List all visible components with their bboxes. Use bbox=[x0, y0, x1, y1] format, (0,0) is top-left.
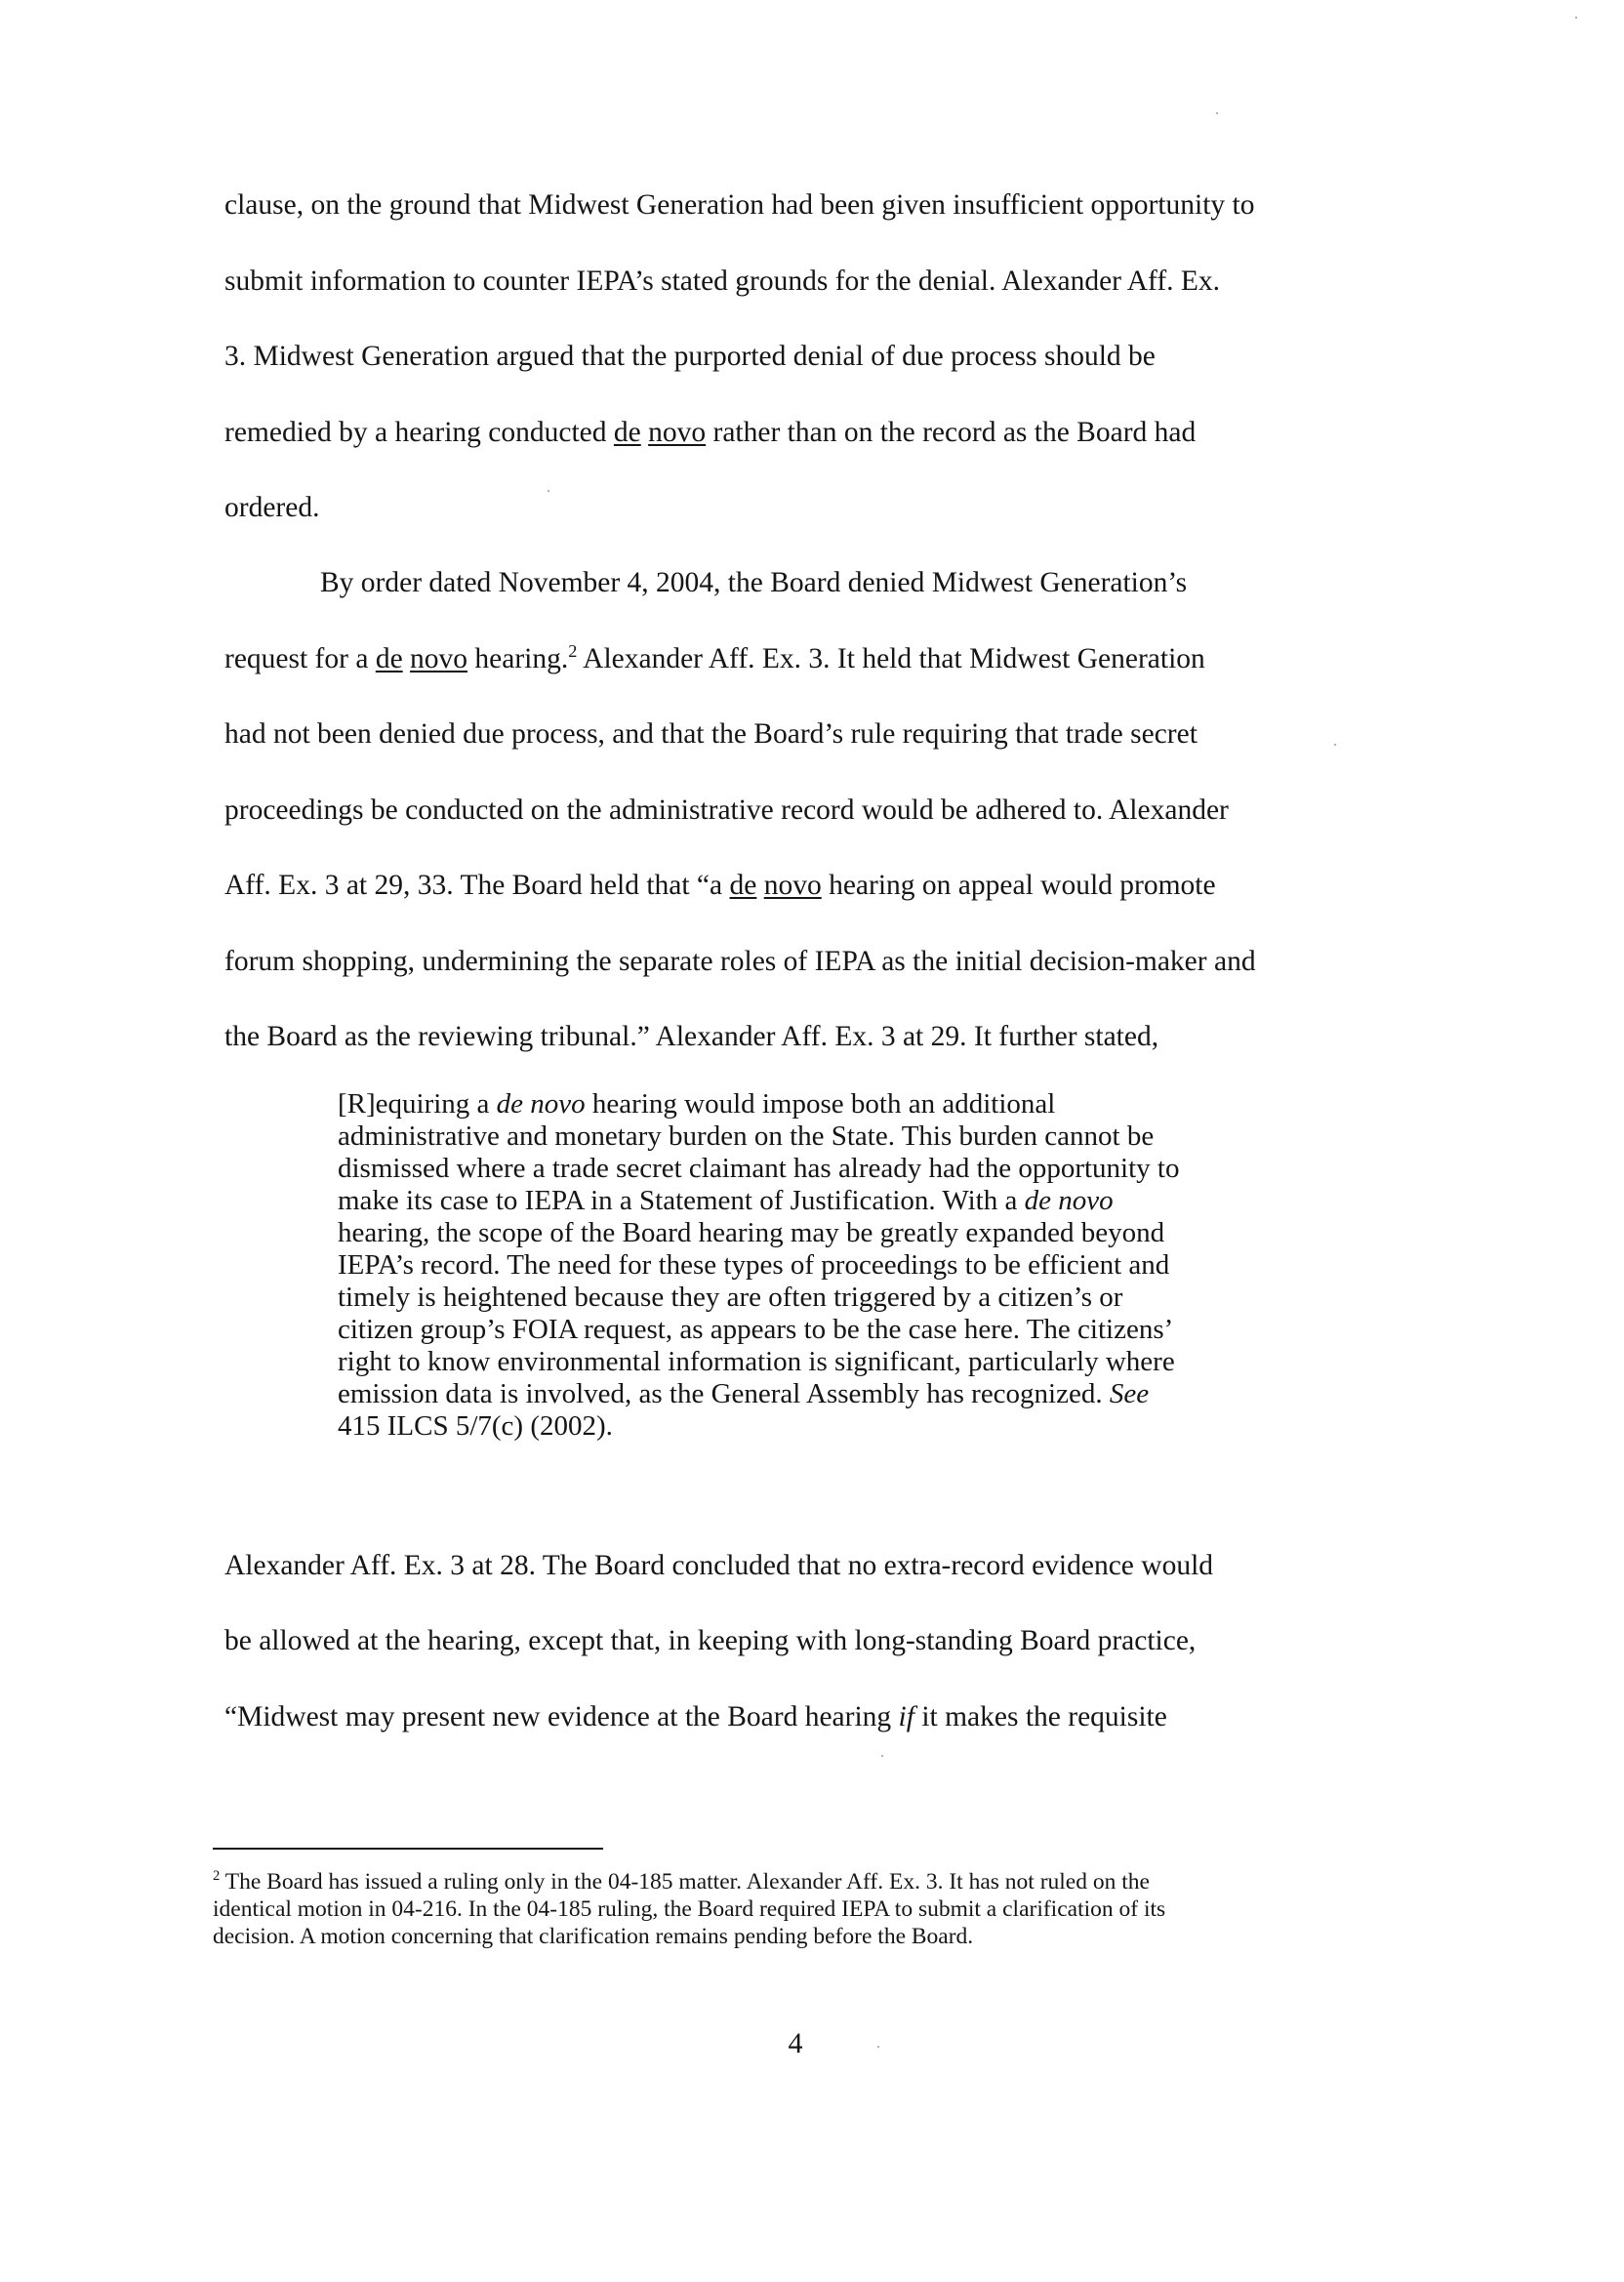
italic-term: de novo bbox=[1024, 1185, 1114, 1216]
body-line: the Board as the reviewing tribunal.” Alexander Aff. Ex. 3 at 29. It further stated, bbox=[224, 1021, 1159, 1052]
quote-line: 415 ILCS 5/7(c) (2002). bbox=[338, 1410, 613, 1442]
quote-line: IEPA’s record. The need for these types of proceedings to be efficient and bbox=[338, 1249, 1170, 1281]
scan-speck bbox=[548, 490, 549, 492]
text-run: “Midwest may present new evidence at the Board hearing bbox=[224, 1701, 899, 1732]
quote-line: citizen group’s FOIA request, as appears to be the case here. The citizens’ bbox=[338, 1314, 1174, 1345]
text-run: hearing. bbox=[467, 643, 569, 674]
quote-line bbox=[338, 1088, 1055, 1121]
quote-line: hearing, the scope of the Board hearing may be greatly expanded beyond bbox=[338, 1217, 1165, 1248]
page-number: 4 bbox=[788, 2027, 803, 2059]
text-run: The Board has issued a ruling only in the 04-185 matter. Alexander Aff. Ex. 3. It has not ruled on the bbox=[220, 1869, 1150, 1895]
underlined-term: novo bbox=[763, 870, 822, 901]
text-run: rather than on the record as the Board had bbox=[706, 417, 1197, 448]
text-run: hearing on appeal would promote bbox=[821, 870, 1216, 901]
quote-line: administrative and monetary burden on the State. This burden cannot be bbox=[338, 1121, 1155, 1152]
footnote-marker: 2 bbox=[213, 1868, 221, 1885]
text-run: Alexander Aff. Ex. 3. It held that Midwest Generation bbox=[577, 643, 1205, 674]
scan-speck bbox=[1575, 17, 1577, 19]
footnote-line: decision. A motion concerning that clarification remains pending before the Board. bbox=[213, 1924, 974, 1949]
scan-speck bbox=[877, 2046, 879, 2048]
footnote-divider bbox=[213, 1848, 603, 1850]
quote-line: timely is heightened because they are often triggered by a citizen’s or bbox=[338, 1282, 1123, 1313]
text-run: remedied by a hearing conducted bbox=[224, 417, 614, 448]
body-line: forum shopping, undermining the separate roles of IEPA as the initial decision-maker and bbox=[224, 946, 1256, 977]
body-line: be allowed at the hearing, except that, in keeping with long-standing Board practice, bbox=[224, 1625, 1197, 1656]
text-run: [R]equiring a bbox=[338, 1088, 497, 1120]
body-line: proceedings be conducted on the administrative record would be adhered to. Alexander bbox=[224, 795, 1229, 826]
italic-term: See bbox=[1109, 1378, 1150, 1409]
italic-term: if bbox=[898, 1701, 914, 1732]
body-line: had not been denied due process, and that the Board’s rule requiring that trade secret bbox=[224, 718, 1198, 750]
body-line: submit information to counter IEPA’s stated grounds for the denial. Alexander Aff. Ex. bbox=[224, 265, 1221, 297]
footnote-line: identical motion in 04-216. In the 04-185 ruling, the Board required IEPA to submit a clarification of its bbox=[213, 1896, 1166, 1922]
quote-line bbox=[338, 1378, 1149, 1410]
text-run: request for a bbox=[224, 643, 376, 674]
body-line: Alexander Aff. Ex. 3 at 28. The Board concluded that no extra-record evidence would bbox=[224, 1550, 1214, 1581]
scan-speck bbox=[1216, 112, 1218, 114]
italic-term: de novo bbox=[496, 1088, 586, 1120]
body-line: ordered. bbox=[224, 492, 320, 523]
quote-line bbox=[338, 1185, 1114, 1217]
text-run: hearing would impose both an additional bbox=[585, 1088, 1056, 1120]
body-line: 3. Midwest Generation argued that the purported denial of due process should be bbox=[224, 341, 1156, 372]
text-run: it makes the requisite bbox=[914, 1701, 1167, 1732]
underlined-term: de bbox=[613, 417, 641, 448]
quote-line: right to know environmental information is significant, particularly where bbox=[338, 1346, 1175, 1377]
body-line: By order dated November 4, 2004, the Board denied Midwest Generation’s bbox=[320, 567, 1188, 598]
text-run: Aff. Ex. 3 at 29, 33. The Board held that “a bbox=[224, 870, 730, 901]
scan-speck bbox=[881, 1755, 883, 1757]
text-run bbox=[403, 643, 410, 674]
body-line bbox=[224, 1699, 1167, 1734]
body-line bbox=[224, 868, 1216, 903]
body-line: clause, on the ground that Midwest Generation had been given insufficient opportunity to bbox=[224, 189, 1255, 221]
scan-speck bbox=[1334, 744, 1336, 746]
text-run: make its case to IEPA in a Statement of Justification. With a bbox=[338, 1185, 1025, 1216]
underlined-term: de bbox=[375, 643, 403, 674]
footnote-ref[interactable]: 2 bbox=[568, 641, 578, 662]
body-line bbox=[224, 415, 1196, 450]
footnote-line bbox=[213, 1868, 1150, 1895]
quote-line: dismissed where a trade secret claimant has already had the opportunity to bbox=[338, 1153, 1180, 1184]
text-run bbox=[756, 870, 763, 901]
body-line bbox=[224, 641, 1205, 676]
underlined-term: de bbox=[729, 870, 757, 901]
underlined-term: novo bbox=[648, 417, 707, 448]
underlined-term: novo bbox=[410, 643, 468, 674]
text-run: emission data is involved, as the General Assembly has recognized. bbox=[338, 1378, 1110, 1409]
